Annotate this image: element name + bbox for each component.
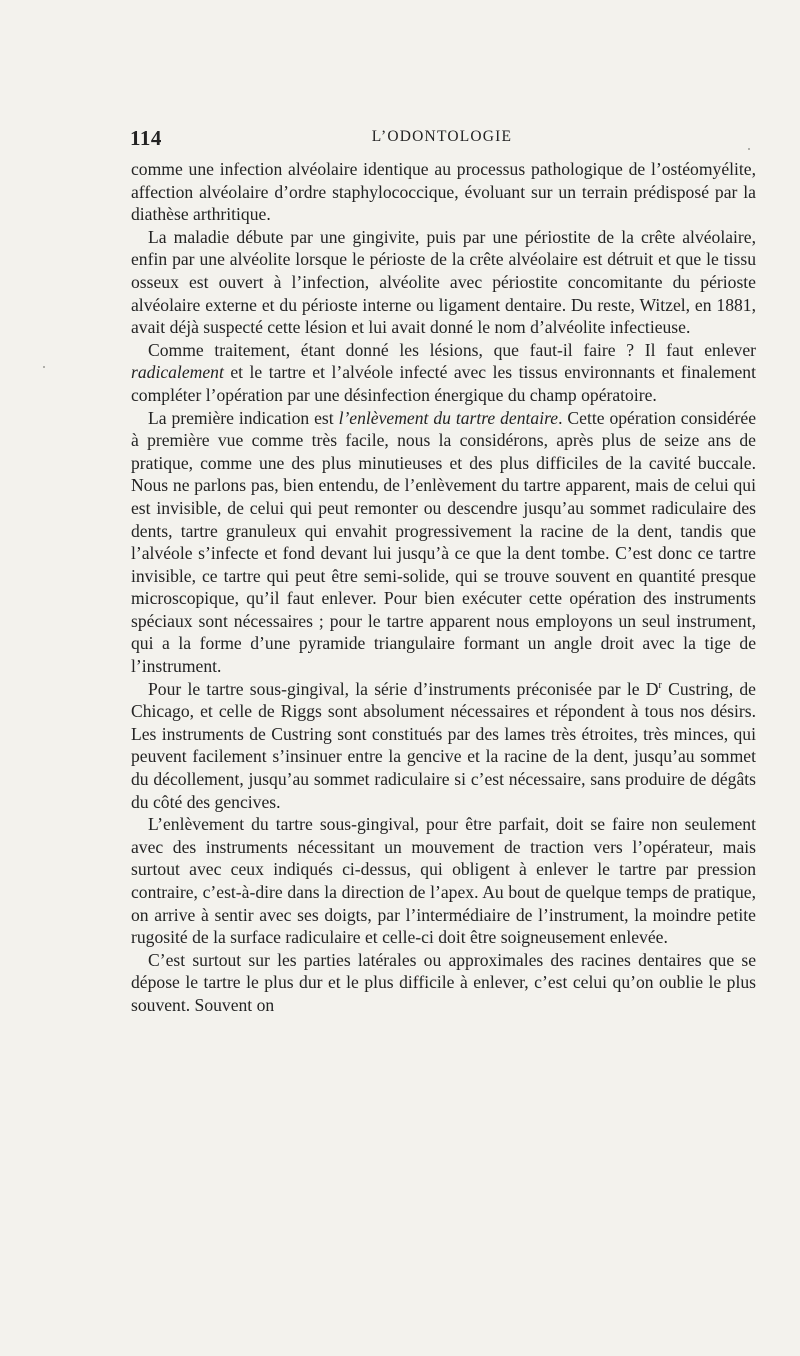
- page-number: 114: [130, 126, 162, 150]
- superscript-text: r: [658, 679, 662, 691]
- text-run: Custring, de Chicago, et celle de Riggs sont absolument nécessaires et répondent à tous nos désirs. Les instruments de Custring sont constitués par des lames très étroites, très minces, qui peuvent facilement s’insinuer entre la gencive et la racine de la dent, jusqu’au sommet du décollement, jusqu’au sommet radiculaire si c’est nécessaire, sans produire de dégâts du côté des gencives.: [131, 678, 756, 812]
- body-text: [131, 158, 756, 1017]
- italic-text: l’enlèvement du tartre dentaire: [338, 407, 559, 428]
- paragraph: [131, 949, 756, 1017]
- text-run: C’est surtout sur les parties latérales ou approximales des racines dentaires que se dépose le tartre le plus dur et le plus difficile à enlever, c’est celui qu’on oublie le plus souvent. Souvent on: [131, 949, 756, 1015]
- text-run: Pour le tartre sous-gingival, la série d’instruments préconisée par le D: [148, 678, 659, 699]
- page-header: [130, 126, 754, 150]
- text-run: L’enlèvement du tartre sous-gingival, pour être parfait, doit se faire non seulement avec des instruments nécessitant un mouvement de traction vers l’opérateur, mais surtout avec ceux indiqués ci-dessus, qui obligent à enlever le tartre par pression contraire, c’est-à-dire dans la direction de l’apex. Au bout de quelque temps de pratique, on arrive à sentir avec ses doigts, par l’intermédiaire de l’instrument, la moindre petite rugosité de la surface radiculaire et celle-ci doit être soigneusement enlevée.: [131, 814, 756, 948]
- text-run: . Cette opération considérée à première vue comme très facile, nous la considérons, après plus de seize ans de pratique, comme une des plus minutieuses et des plus difficiles de la cavité buccale. Nous ne parlons pas, bien entendu, de l’enlèvement du tartre apparent, mais de celui qui est invisible, de celui qui peut remonter ou descendre jusqu’au sommet radiculaire des dents, tartre granuleux qui envahit progressivement la racine de la dent, tandis que l’alvéole s’infecte et fond devant lui jusqu’à ce que la dent tombe. C’est donc ce tartre invisible, ce tartre qui peut être semi-solide, qui se trouve souvent en quantité presque microscopique, qu’il faut enlever. Pour bien exécuter cette opération des instruments spéciaux sont nécessaires ; pour le tartre apparent nous employons un seul instrument, qui a la forme d’une pyramide triangulaire formant un angle droit avec la tige de l’instrument.: [131, 407, 756, 677]
- paragraph: [131, 813, 756, 949]
- text-run: comme une infection alvéolaire identique au processus pathologique de l’ostéomyélite, affection alvéolaire d’ordre staphylococcique, évoluant sur un terrain prédisposé par la diathèse arthritique.: [131, 159, 756, 225]
- paragraph: [131, 339, 756, 407]
- paragraph: [131, 226, 756, 339]
- paper-speck: [748, 148, 750, 150]
- running-title: L’ODONTOLOGIE: [371, 128, 513, 145]
- paragraph: [131, 678, 756, 814]
- paragraph: [131, 158, 756, 226]
- italic-text: radicalement: [131, 362, 224, 383]
- paragraph: [131, 407, 756, 678]
- text-run: La maladie débute par une gingivite, puis par une périostite de la crête alvéolaire, enfin par une alvéolite lorsque le périoste de la crête alvéolaire est détruit et que le tissu osseux est ouvert à l’infection, alvéolite avec périostite concomitante du périoste alvéolaire externe et du périoste interne ou ligament dentaire. Du reste, Witzel, en 1881, avait déjà suspecté cette lésion et lui avait donné le nom d’alvéolite infectieuse.: [131, 226, 756, 338]
- text-run: La première indication est: [148, 407, 339, 428]
- paper-speck: [43, 366, 45, 368]
- text-run: Comme traitement, étant donné les lésions, que faut-il faire ? Il faut enlever: [148, 339, 756, 360]
- text-run: et le tartre et l’alvéole infecté avec les tissus environnants et finalement compléter l’opération par une désinfection énergique du champ opératoire.: [131, 362, 756, 405]
